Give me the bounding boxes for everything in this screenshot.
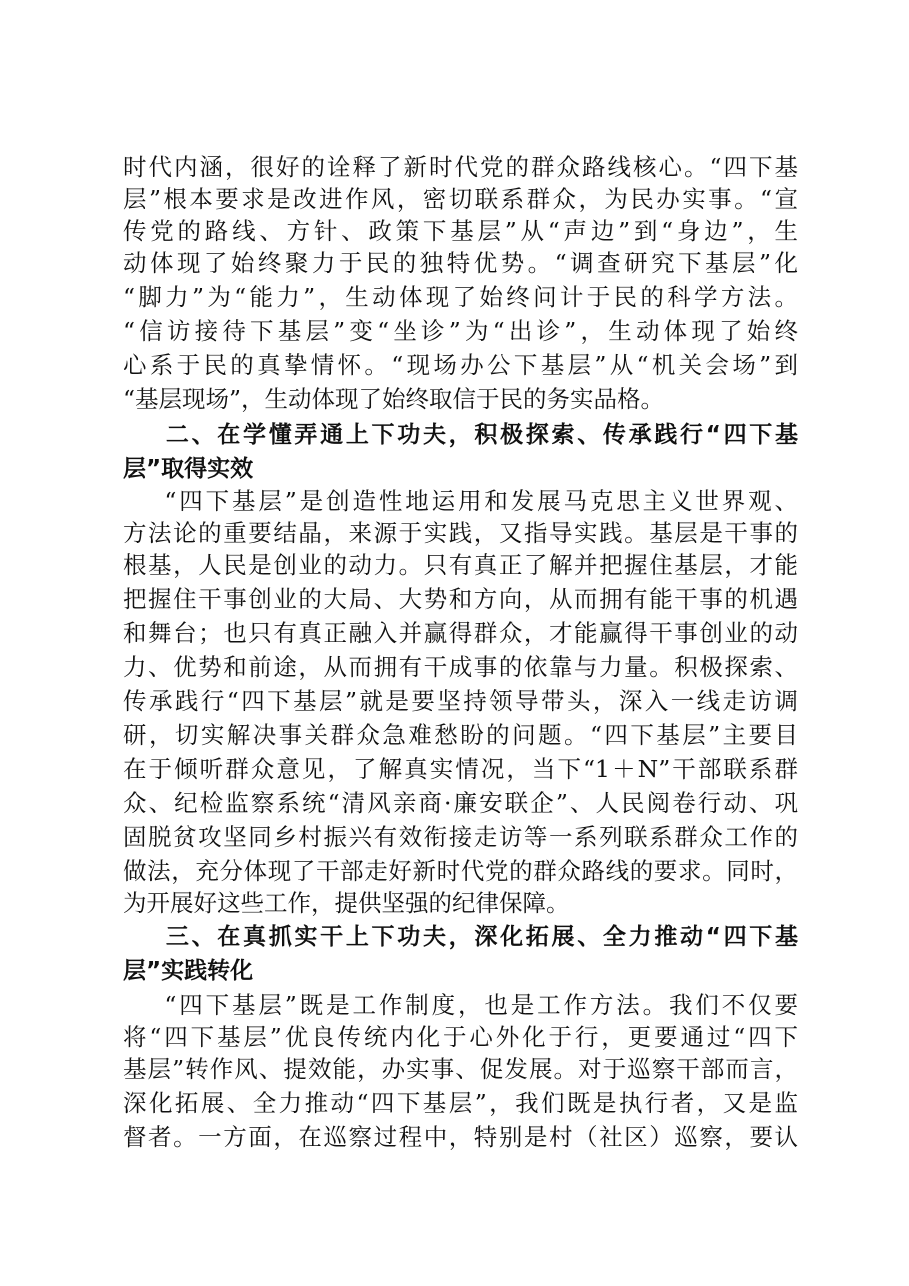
- paragraph-1-line-5: “脚力”为“能力”，生动体现了始终问计于民的科学方法。: [123, 283, 798, 311]
- paragraph-1-line-6: “信访接待下基层”变“坐诊”为“出诊”，生动体现了始终: [123, 317, 798, 345]
- paragraph-1-line-7: 心系于民的真挚情怀。“现场办公下基层”从“机关会场”到: [123, 351, 798, 379]
- paragraph-2-line-4: 把握住干事创业的大局、大势和方向，从而拥有能干事的机遇: [123, 585, 798, 613]
- paragraph-2-line-2: 方法论的重要结晶，来源于实践，又指导实践。基层是干事的: [123, 519, 798, 547]
- paragraph-3-line-4: 深化拓展、全力推动“四下基层”，我们既是执行者，又是监: [123, 1089, 798, 1117]
- paragraph-3-line-2: 将“四下基层”优良传统内化于心外化于行，更要通过“四下: [123, 1023, 798, 1051]
- section-2-heading-line-1: 二、在学懂弄通上下功夫，积极探索、传承践行“四下基: [123, 422, 798, 448]
- paragraph-2-line-6: 力、优势和前途，从而拥有干成事的依靠与力量。积极探索、: [123, 653, 798, 681]
- paragraph-2-line-10: 众、纪检监察系统“清风亲商·廉安联企”、人民阅卷行动、巩: [123, 789, 798, 817]
- paragraph-3-line-1: “四下基层”既是工作制度，也是工作方法。我们不仅要: [123, 991, 798, 1019]
- section-3-heading-line-2: 层”实践转化: [123, 958, 254, 984]
- paragraph-2-line-5: 和舞台；也只有真正融入并赢得群众，才能赢得干事创业的动: [123, 619, 798, 647]
- paragraph-3-line-3: 基层”转作风、提效能，办实事、促发展。对于巡察干部而言，: [123, 1055, 798, 1083]
- section-3-heading-line-1: 三、在真抓实干上下功夫，深化拓展、全力推动“四下基: [123, 924, 798, 950]
- paragraph-3-line-5: 督者。一方面，在巡察过程中，特别是村（社区）巡察，要认: [123, 1123, 798, 1151]
- paragraph-2-line-9: 在于倾听群众意见，了解真实情况，当下“1＋N”干部联系群: [123, 755, 798, 783]
- paragraph-1-line-1: 时代内涵，很好的诠释了新时代党的群众路线核心。“四下基: [123, 153, 798, 181]
- paragraph-2-line-8: 研，切实解决事关群众急难愁盼的问题。“四下基层”主要目: [123, 721, 798, 749]
- paragraph-1-line-2: 层”根本要求是改进作风，密切联系群众，为民办实事。“宣: [123, 185, 798, 213]
- paragraph-2-line-13: 为开展好这些工作，提供坚强的纪律保障。: [123, 889, 570, 917]
- paragraph-1-line-4: 动体现了始终聚力于民的独特优势。“调查研究下基层”化: [123, 249, 798, 277]
- paragraph-1-line-3: 传党的路线、方针、政策下基层”从“声边”到“身边”，生: [123, 217, 798, 245]
- paragraph-1-line-8: “基层现场”，生动体现了始终取信于民的务实品格。: [123, 385, 665, 413]
- paragraph-2-line-7: 传承践行“四下基层”就是要坚持领导带头，深入一线走访调: [123, 687, 798, 715]
- section-2-heading-line-2: 层”取得实效: [123, 456, 254, 482]
- paragraph-2-line-12: 做法，充分体现了干部走好新时代党的群众路线的要求。同时，: [123, 857, 798, 885]
- paragraph-2-line-1: “四下基层”是创造性地运用和发展马克思主义世界观、: [123, 487, 798, 515]
- paragraph-2-line-3: 根基，人民是创业的动力。只有真正了解并把握住基层，才能: [123, 551, 798, 579]
- paragraph-2-line-11: 固脱贫攻坚同乡村振兴有效衔接走访等一系列联系群众工作的: [123, 823, 798, 851]
